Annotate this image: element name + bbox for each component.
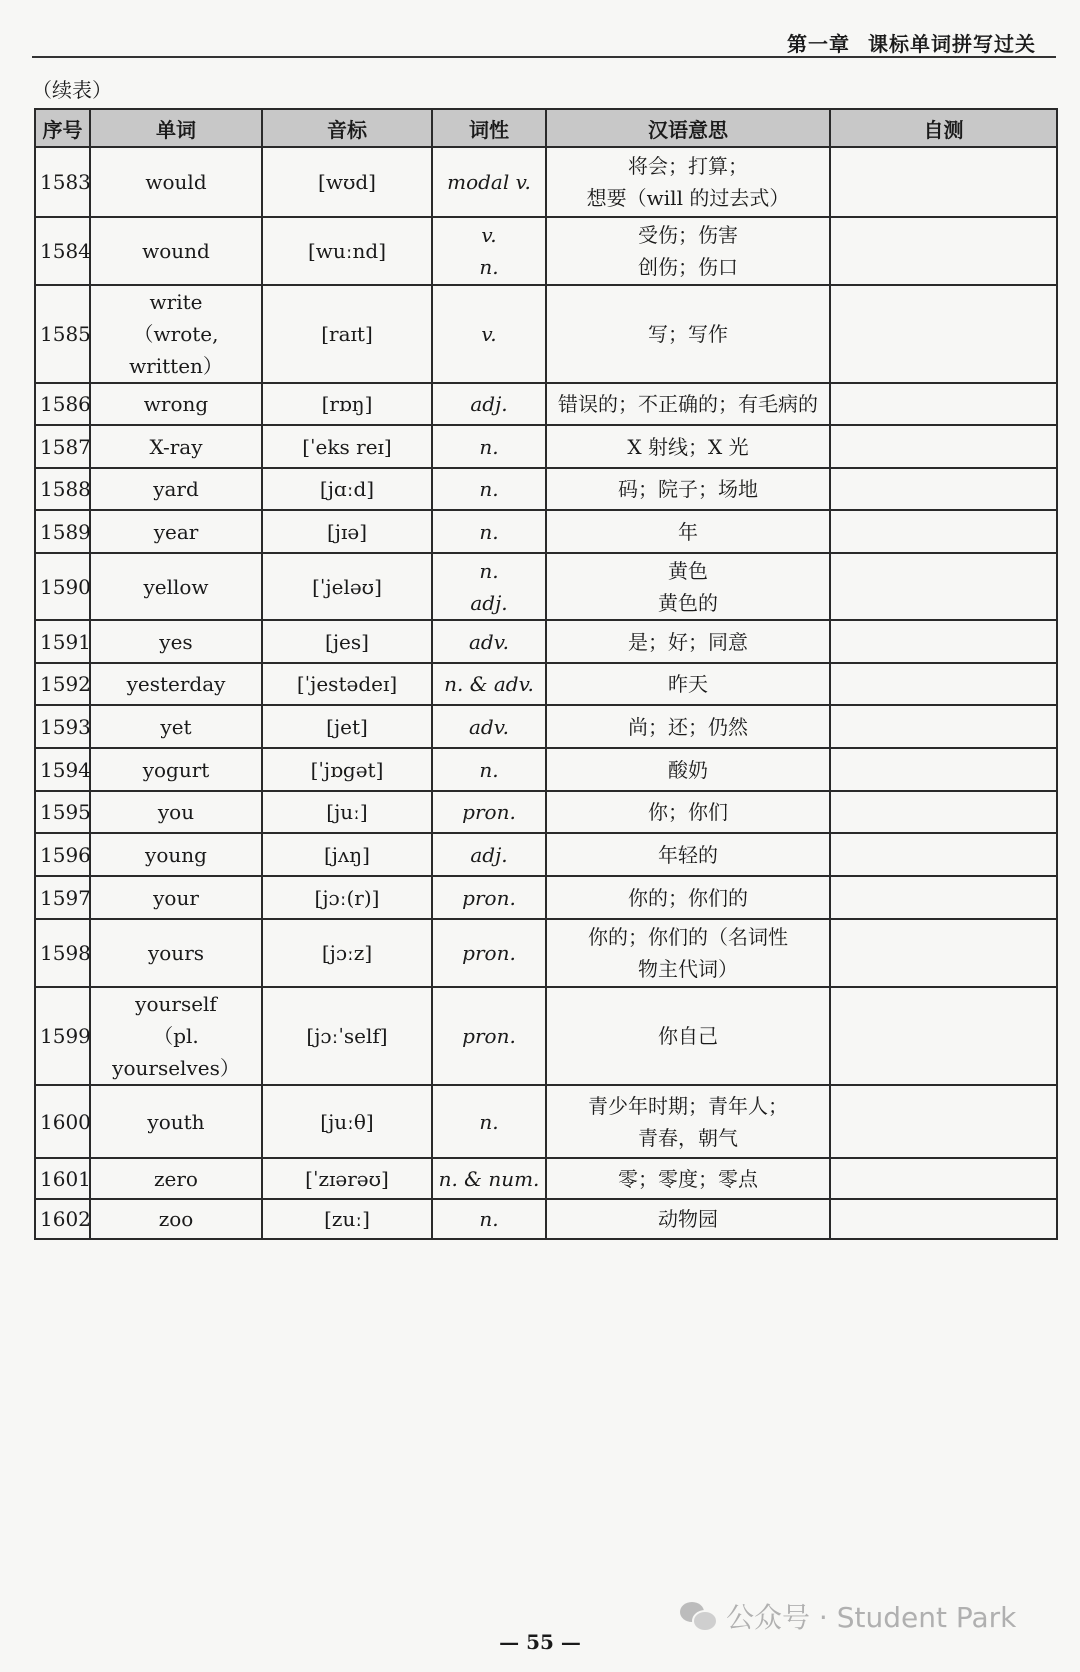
cell-word — [90, 1158, 262, 1199]
cell-selftest[interactable] — [830, 553, 1057, 620]
cell-word-line: yourself — [135, 992, 217, 1016]
cell-selftest[interactable] — [830, 663, 1057, 705]
cell-meaning-line: X 射线；X 光 — [627, 434, 749, 459]
cell-pos — [432, 705, 546, 748]
cell-pos-line: n. — [479, 757, 499, 782]
cell-word-line: would — [145, 170, 207, 194]
cell-pos — [432, 748, 546, 791]
cell-word — [90, 217, 262, 285]
table-row — [35, 919, 1057, 987]
cell-num: 1584 — [35, 217, 90, 285]
cell-meaning — [546, 876, 830, 919]
cell-ipa: [juː] — [262, 791, 432, 833]
table-row — [35, 748, 1057, 791]
cell-selftest[interactable] — [830, 510, 1057, 553]
cell-word — [90, 553, 262, 620]
cell-num: 1595 — [35, 791, 90, 833]
cell-pos — [432, 919, 546, 987]
cell-pos — [432, 791, 546, 833]
cell-pos — [432, 987, 546, 1085]
cell-word-line: yogurt — [142, 757, 210, 782]
cell-num: 1587 — [35, 425, 90, 468]
cell-pos-line: adv. — [468, 629, 509, 654]
cell-meaning — [546, 620, 830, 663]
cell-pos — [432, 553, 546, 620]
cell-word-line: yet — [160, 714, 192, 739]
cell-selftest[interactable] — [830, 425, 1057, 468]
cell-ipa: [jes] — [262, 620, 432, 663]
table-row — [35, 1085, 1057, 1158]
cell-ipa: [jɔːz] — [262, 919, 432, 987]
table-row — [35, 468, 1057, 510]
cell-word — [90, 510, 262, 553]
table-row — [35, 620, 1057, 663]
cell-meaning-line: 你；你们 — [648, 800, 728, 824]
cell-meaning-line: 年轻的 — [658, 842, 718, 867]
cell-word-line: zero — [154, 1166, 198, 1191]
cell-word-line: year — [153, 519, 199, 544]
cell-pos-line: n. — [479, 1109, 499, 1134]
cell-meaning — [546, 833, 830, 876]
cell-word-line: yesterday — [126, 672, 226, 696]
cell-meaning-line: 青少年时期；青年人； — [588, 1093, 788, 1118]
cell-ipa: [wʊd] — [262, 147, 432, 217]
cell-pos — [432, 1199, 546, 1239]
cell-pos-line: n. & num. — [438, 1166, 540, 1191]
cell-word — [90, 705, 262, 748]
cell-meaning — [546, 425, 830, 468]
cell-pos — [432, 620, 546, 663]
cell-selftest[interactable] — [830, 147, 1057, 217]
cell-pos-line: n. — [479, 255, 499, 279]
cell-word — [90, 748, 262, 791]
cell-pos-line: adv. — [468, 714, 509, 739]
cell-ipa: [jɔːˈself] — [262, 987, 432, 1085]
cell-pos-line: modal v. — [447, 170, 531, 194]
cell-num: 1602 — [35, 1199, 90, 1239]
cell-selftest[interactable] — [830, 833, 1057, 876]
cell-num: 1596 — [35, 833, 90, 876]
table-row — [35, 553, 1057, 620]
table-row — [35, 663, 1057, 705]
table-row — [35, 833, 1057, 876]
cell-pos-line: n. — [479, 519, 499, 544]
cell-meaning-line: 昨天 — [668, 672, 708, 696]
cell-ipa: [jet] — [262, 705, 432, 748]
cell-pos-line: pron. — [462, 885, 516, 910]
cell-meaning — [546, 705, 830, 748]
cell-selftest[interactable] — [830, 1158, 1057, 1199]
table-row — [35, 705, 1057, 748]
cell-word-line: （wrote, written） — [129, 322, 223, 378]
table-row — [35, 383, 1057, 425]
cell-meaning-line: 物主代词） — [638, 957, 738, 981]
cell-meaning-line: 零；零度；零点 — [618, 1166, 758, 1191]
cell-ipa: [jʌŋ] — [262, 833, 432, 876]
cell-word-line: you — [157, 800, 195, 824]
cell-word — [90, 1199, 262, 1239]
cell-pos-line: n. & adv. — [444, 672, 534, 696]
cell-word — [90, 919, 262, 987]
header-ipa: 音标 — [262, 109, 432, 147]
table-row — [35, 876, 1057, 919]
cell-word — [90, 620, 262, 663]
cell-ipa: [jɑːd] — [262, 468, 432, 510]
cell-word-line: X-ray — [149, 434, 203, 459]
table-row — [35, 147, 1057, 217]
vocabulary-table — [34, 108, 1058, 1240]
cell-selftest[interactable] — [830, 1199, 1057, 1239]
cell-meaning-line: 你的；你们的（名词性 — [588, 925, 788, 949]
cell-meaning-line: 是；好；同意 — [628, 629, 748, 654]
table-row — [35, 425, 1057, 468]
cell-meaning — [546, 748, 830, 791]
cell-num: 1598 — [35, 919, 90, 987]
cell-selftest[interactable] — [830, 748, 1057, 791]
cell-pos — [432, 468, 546, 510]
cell-meaning-line: 动物园 — [658, 1207, 718, 1231]
cell-pos-line: adj. — [470, 842, 508, 867]
cell-word — [90, 383, 262, 425]
cell-selftest[interactable] — [830, 791, 1057, 833]
cell-num: 1586 — [35, 383, 90, 425]
cell-meaning — [546, 553, 830, 620]
cell-num: 1594 — [35, 748, 90, 791]
cell-meaning — [546, 468, 830, 510]
cell-ipa: [wuːnd] — [262, 217, 432, 285]
cell-pos — [432, 876, 546, 919]
cell-meaning — [546, 919, 830, 987]
cell-meaning-line: 受伤；伤害 — [638, 223, 738, 247]
header-pos: 词性 — [432, 109, 546, 147]
cell-num: 1588 — [35, 468, 90, 510]
cell-num: 1589 — [35, 510, 90, 553]
cell-pos-line: v. — [481, 223, 497, 247]
table-row — [35, 791, 1057, 833]
cell-ipa: [ˈjɒgət] — [262, 748, 432, 791]
cell-ipa: [ˈzɪərəʊ] — [262, 1158, 432, 1199]
cell-meaning-line: 年 — [678, 519, 698, 544]
cell-num: 1591 — [35, 620, 90, 663]
cell-word-line: yard — [153, 477, 199, 501]
cell-selftest[interactable] — [830, 383, 1057, 425]
cell-word-line: （pl. yourselves） — [112, 1024, 240, 1080]
cell-num: 1600 — [35, 1085, 90, 1158]
cell-pos — [432, 425, 546, 468]
cell-selftest[interactable] — [830, 285, 1057, 383]
cell-selftest[interactable] — [830, 919, 1057, 987]
cell-meaning — [546, 1199, 830, 1239]
cell-ipa: [jɪə] — [262, 510, 432, 553]
running-header — [787, 28, 1036, 57]
cell-meaning — [546, 663, 830, 705]
cell-ipa: [ˈjestədeɪ] — [262, 663, 432, 705]
cell-word — [90, 285, 262, 383]
page-number: — 55 — — [499, 1630, 581, 1654]
continued-label: （续表） — [32, 78, 112, 102]
cell-meaning — [546, 383, 830, 425]
cell-ipa: [rɒŋ] — [262, 383, 432, 425]
cell-num: 1585 — [35, 285, 90, 383]
cell-selftest[interactable] — [830, 876, 1057, 919]
cell-selftest[interactable] — [830, 217, 1057, 285]
chapter-title: 课标单词拼写过关 — [868, 32, 1036, 56]
cell-ipa: [ˈeks reɪ] — [262, 425, 432, 468]
cell-meaning-line: 想要（will 的过去式） — [586, 186, 790, 210]
cell-ipa: [ˈjeləʊ] — [262, 553, 432, 620]
cell-pos-line: pron. — [462, 800, 516, 824]
cell-num: 1592 — [35, 663, 90, 705]
cell-num: 1590 — [35, 553, 90, 620]
chapter-label: 第一章 — [787, 32, 850, 56]
cell-meaning-line: 黄色 — [668, 558, 708, 583]
cell-pos — [432, 663, 546, 705]
cell-meaning-line: 写；写作 — [648, 322, 728, 346]
cell-pos-line: pron. — [462, 1024, 516, 1048]
cell-word-line: wound — [142, 239, 210, 263]
cell-meaning-line: 创伤；伤口 — [638, 255, 738, 279]
cell-word-line: write — [149, 290, 203, 314]
header-selftest: 自测 — [830, 109, 1057, 147]
cell-meaning — [546, 217, 830, 285]
cell-word — [90, 663, 262, 705]
cell-num: 1601 — [35, 1158, 90, 1199]
table-body — [35, 147, 1057, 1239]
watermark-text: 公众号 · Student Park — [726, 1601, 1017, 1634]
cell-word — [90, 425, 262, 468]
table-row — [35, 1199, 1057, 1239]
table-row — [35, 217, 1057, 285]
cell-pos-line: adj. — [470, 392, 508, 416]
cell-pos — [432, 217, 546, 285]
cell-word-line: youth — [147, 1109, 205, 1134]
cell-word — [90, 987, 262, 1085]
cell-meaning-line: 尚；还；仍然 — [628, 714, 748, 739]
cell-selftest[interactable] — [830, 468, 1057, 510]
cell-word — [90, 791, 262, 833]
cell-word-line: yours — [147, 941, 205, 965]
cell-pos-line: n. — [479, 477, 499, 501]
cell-pos-line: n. — [479, 558, 499, 583]
cell-num: 1583 — [35, 147, 90, 217]
cell-meaning — [546, 147, 830, 217]
table-row — [35, 1158, 1057, 1199]
cell-meaning-line: 你的；你们的 — [628, 885, 748, 910]
cell-pos — [432, 833, 546, 876]
cell-word-line: yes — [159, 629, 193, 654]
cell-pos — [432, 285, 546, 383]
cell-word-line: young — [145, 842, 207, 867]
table-row — [35, 510, 1057, 553]
cell-meaning — [546, 510, 830, 553]
cell-meaning-line: 错误的；不正确的；有毛病的 — [558, 392, 818, 416]
cell-word — [90, 1085, 262, 1158]
cell-meaning — [546, 1158, 830, 1199]
cell-ipa: [juːθ] — [262, 1085, 432, 1158]
cell-meaning — [546, 285, 830, 383]
cell-num: 1599 — [35, 987, 90, 1085]
cell-word-line: zoo — [158, 1207, 194, 1231]
cell-pos — [432, 383, 546, 425]
header-rule — [32, 56, 1056, 58]
cell-selftest[interactable] — [830, 620, 1057, 663]
cell-pos-line: adj. — [470, 590, 508, 615]
cell-word-line: wrong — [143, 392, 209, 416]
cell-meaning-line: 码；院子；场地 — [618, 477, 758, 501]
cell-pos-line: n. — [479, 434, 499, 459]
cell-selftest[interactable] — [830, 1085, 1057, 1158]
cell-meaning-line: 青春，朝气 — [638, 1125, 738, 1150]
cell-pos-line: v. — [481, 322, 497, 346]
cell-word — [90, 833, 262, 876]
cell-num: 1597 — [35, 876, 90, 919]
cell-meaning-line: 酸奶 — [668, 757, 708, 782]
cell-ipa: [zuː] — [262, 1199, 432, 1239]
cell-num: 1593 — [35, 705, 90, 748]
cell-ipa: [raɪt] — [262, 285, 432, 383]
cell-meaning — [546, 791, 830, 833]
cell-ipa: [jɔː(r)] — [262, 876, 432, 919]
cell-meaning-line: 你自己 — [658, 1024, 718, 1048]
header-meaning: 汉语意思 — [546, 109, 830, 147]
cell-meaning — [546, 987, 830, 1085]
cell-word — [90, 147, 262, 217]
cell-word-line: yellow — [143, 574, 209, 599]
cell-selftest[interactable] — [830, 987, 1057, 1085]
cell-meaning — [546, 1085, 830, 1158]
cell-pos-line: n. — [479, 1207, 499, 1231]
header-word: 单词 — [90, 109, 262, 147]
cell-pos — [432, 510, 546, 553]
cell-word — [90, 468, 262, 510]
table-row — [35, 987, 1057, 1085]
header-num: 序号 — [35, 109, 90, 147]
cell-pos — [432, 1158, 546, 1199]
table-row — [35, 285, 1057, 383]
cell-meaning-line: 黄色的 — [658, 590, 718, 615]
cell-word — [90, 876, 262, 919]
cell-meaning-line: 将会；打算； — [628, 154, 748, 178]
wechat-icon — [680, 1602, 716, 1630]
cell-pos-line: pron. — [462, 941, 516, 965]
cell-pos — [432, 147, 546, 217]
table-header-row — [35, 109, 1057, 147]
cell-word-line: your — [153, 885, 199, 910]
cell-pos — [432, 1085, 546, 1158]
cell-selftest[interactable] — [830, 705, 1057, 748]
